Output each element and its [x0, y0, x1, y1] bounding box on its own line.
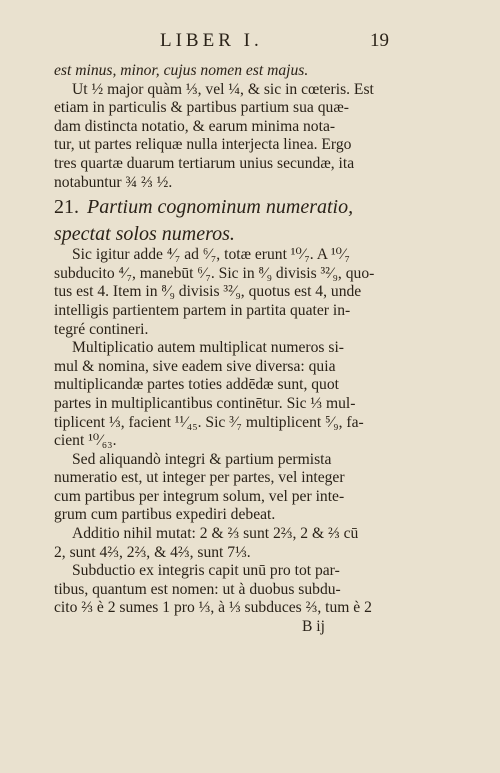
text-line: est minus, minor, cujus nomen est majus.: [54, 62, 309, 79]
text-line: numeratio est, ut integer per partes, vel integer: [54, 469, 345, 487]
text-line: etiam in particulis & partibus partium sua quæ-: [54, 99, 349, 117]
text-line: 2, sunt 4⅔, 2⅔, & 4⅔, sunt 7⅓.: [54, 543, 251, 561]
page-header: [0, 30, 500, 54]
text-line: tur, ut partes reliquæ nulla interjecta linea. Ergo: [54, 136, 352, 154]
text-line: notabuntur ¾ ⅔ ½.: [54, 173, 173, 191]
text-line: subducito ⁴⁄₇, manebūt ⁶⁄₇. Sic in ⁸⁄₉ divisis ³²⁄₉, quo-: [54, 264, 375, 282]
text-line: Sed aliquandò integri & partium permista: [72, 450, 332, 468]
page-number: 19: [370, 30, 389, 51]
text-line: Multiplicatio autem multiplicat numeros si-: [72, 339, 344, 357]
signature-line: [54, 618, 394, 637]
section-heading: [54, 195, 394, 219]
text-line: Sic igitur adde ⁴⁄₇ ad ⁶⁄₇, totæ erunt ¹⁰⁄₇. A ¹⁰⁄₇: [72, 246, 350, 264]
running-title: LIBER I.: [160, 30, 263, 51]
text-line: tibus, quantum est nomen: ut à duobus subdu-: [54, 580, 341, 598]
text-line: tiplicent ⅓, facient ¹¹⁄₄₅. Sic ³⁄₇ multiplicent ⁵⁄₉, fa-: [54, 413, 364, 431]
text-line: mul & nomina, sive eadem sive diversa: quia: [54, 357, 336, 375]
text-line: Additio nihil mutat: 2 & ⅔ sunt 2⅔, 2 & ⅔ cū: [72, 525, 359, 543]
text-line: cito ⅔ è 2 sumes 1 pro ⅓, à ⅓ subduces ⅔, tum è 2: [54, 599, 372, 617]
text-line: intelligis partientem partem in partita quater in-: [54, 301, 351, 319]
section-heading-continued: spectat solos numeros.: [54, 223, 235, 246]
text-line: tres quartæ duarum tertiarum unius secundæ, ita: [54, 154, 355, 172]
text-line: Ut ½ major quàm ⅓, vel ¼, & sic in cœteris. Est: [72, 80, 374, 98]
section-number: 21.: [54, 196, 79, 219]
signature-mark: B ij: [302, 618, 325, 636]
text-line: cum partibus per integrum solum, vel per inte-: [54, 487, 345, 505]
body-text: [54, 62, 394, 637]
text-line: tegré contineri.: [54, 320, 149, 338]
text-line: dam distincta notatio, & earum minima nota-: [54, 117, 336, 135]
section-heading-text: Partium cognominum numeratio,: [87, 196, 354, 219]
text-line: partes in multiplicantibus continētur. Sic ⅓ mul-: [54, 394, 356, 412]
text-line: multiplicandæ partes toties addēdæ sunt, quot: [54, 376, 339, 394]
text-line: grum cum partibus expediri debeat.: [54, 506, 276, 524]
text-line: cient ¹⁰⁄₆₃.: [54, 432, 117, 450]
text-line: Subductio ex integris capit unū pro tot par-: [72, 562, 340, 580]
text-line: tus est 4. Item in ⁸⁄₉ divisis ³²⁄₉, quotus est 4, unde: [54, 283, 362, 301]
